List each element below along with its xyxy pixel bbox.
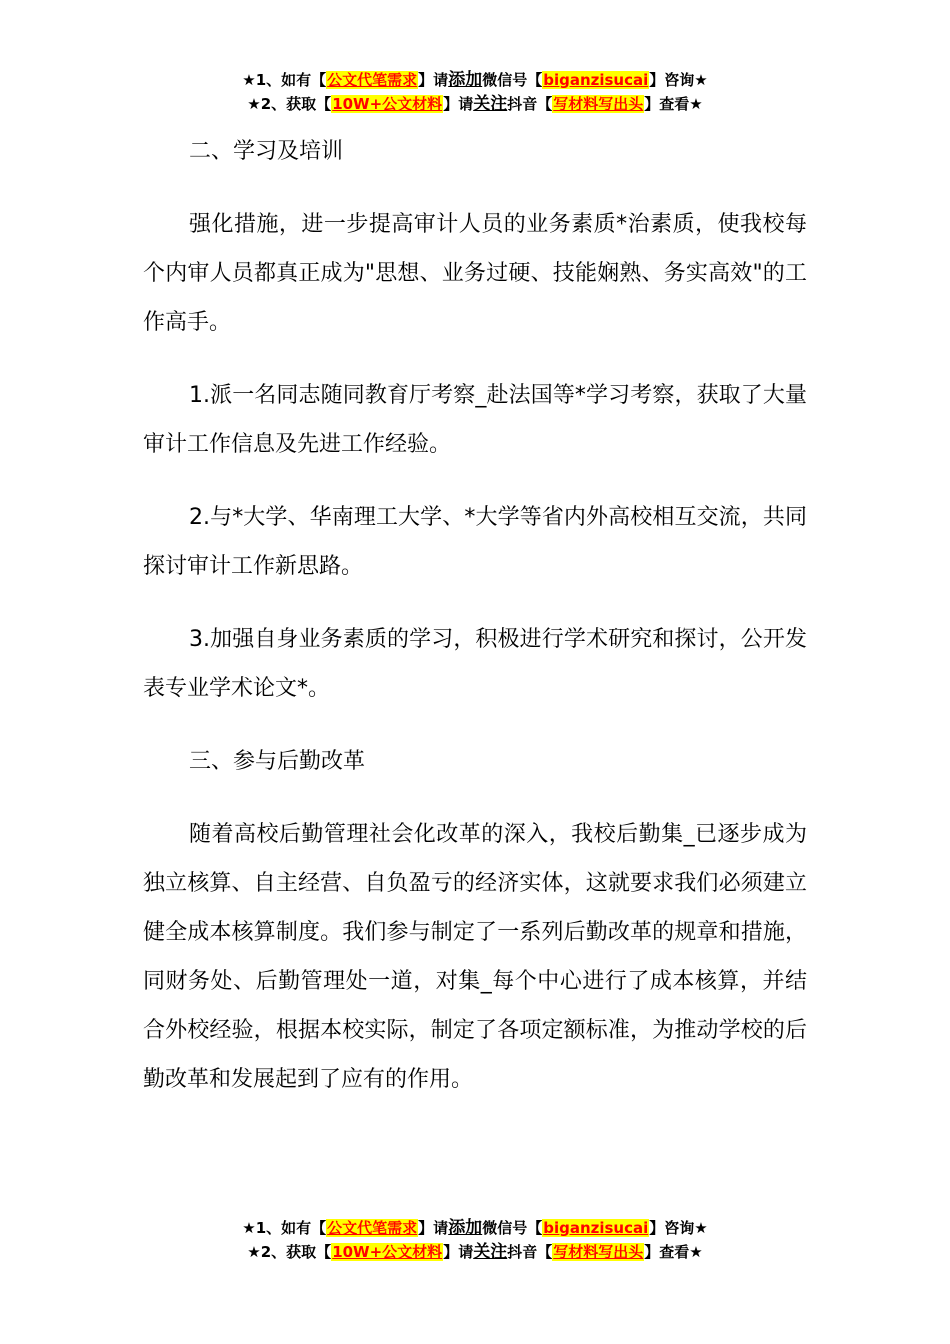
banner-text: 】请	[418, 1219, 449, 1237]
banner-douyin-id: 写材料写出头	[553, 1243, 644, 1261]
banner-line-1	[0, 68, 950, 92]
top-banner	[0, 68, 950, 116]
banner-text: 】咨询★	[649, 71, 708, 89]
banner-text: 】咨询★	[649, 1219, 708, 1237]
banner-text: 】请	[443, 1243, 474, 1261]
banner-text: 】请	[443, 95, 474, 113]
banner-emphasis: 关注	[473, 94, 508, 114]
banner-line-2	[0, 92, 950, 116]
banner-wechat-id: biganzisucai	[543, 1219, 649, 1237]
document-body	[143, 127, 807, 1104]
banner-highlight: 公文代笔需求	[327, 1219, 418, 1237]
banner-highlight: 10W+公文材料	[332, 95, 443, 113]
banner-text: 】查看★	[644, 95, 703, 113]
bottom-banner	[0, 1216, 950, 1264]
banner-text: 微信号【	[482, 71, 543, 89]
banner-highlight: 10W+公文材料	[332, 1243, 443, 1261]
banner-douyin-id: 写材料写出头	[553, 95, 644, 113]
paragraph: 1.派一名同志随同教育厅考察_赴法国等*学习考察，获取了大量审计工作信息及先进工作经验。	[143, 383, 807, 457]
section-heading-3: 三、参与后勤改革	[189, 749, 366, 774]
banner-line-1	[0, 1216, 950, 1240]
banner-text: ★1、如有【	[242, 71, 327, 89]
banner-line-2	[0, 1240, 950, 1264]
banner-emphasis: 添加	[448, 1218, 483, 1238]
banner-highlight: 公文代笔需求	[327, 71, 418, 89]
paragraph: 2.与*大学、华南理工大学、*大学等省内外高校相互交流，共同探讨审计工作新思路。	[143, 505, 807, 579]
banner-text: 抖音【	[507, 95, 553, 113]
banner-text: 】查看★	[644, 1243, 703, 1261]
section-heading-2: 二、学习及培训	[189, 139, 344, 164]
paragraph: 3.加强自身业务素质的学习，积极进行学术研究和探讨，公开发表专业学术论文*。	[143, 627, 807, 701]
banner-text: 】请	[418, 71, 449, 89]
banner-text: 抖音【	[507, 1243, 553, 1261]
banner-text: 微信号【	[482, 1219, 543, 1237]
paragraph: 强化措施，进一步提高审计人员的业务素质*治素质，使我校每个内审人员都真正成为"思想、业务过硬、技能娴熟、务实高效"的工作高手。	[143, 212, 807, 335]
banner-emphasis: 关注	[473, 1242, 508, 1262]
banner-emphasis: 添加	[448, 70, 483, 90]
paragraph: 随着高校后勤管理社会化改革的深入，我校后勤集_已逐步成为独立核算、自主经营、自负盈亏的经济实体，这就要求我们必须建立健全成本核算制度。我们参与制定了一系列后勤改革的规章和措施，同财务处、后勤管理处一道，对集_每个中心进行了成本核算，并结合外校经验，根据本校实际，制定了各项定额标准，为推动学校的后勤改革和发展起到了应有的作用。	[143, 822, 807, 1092]
banner-text: ★1、如有【	[242, 1219, 327, 1237]
banner-wechat-id: biganzisucai	[543, 71, 649, 89]
banner-text: ★2、获取【	[247, 95, 332, 113]
banner-text: ★2、获取【	[247, 1243, 332, 1261]
